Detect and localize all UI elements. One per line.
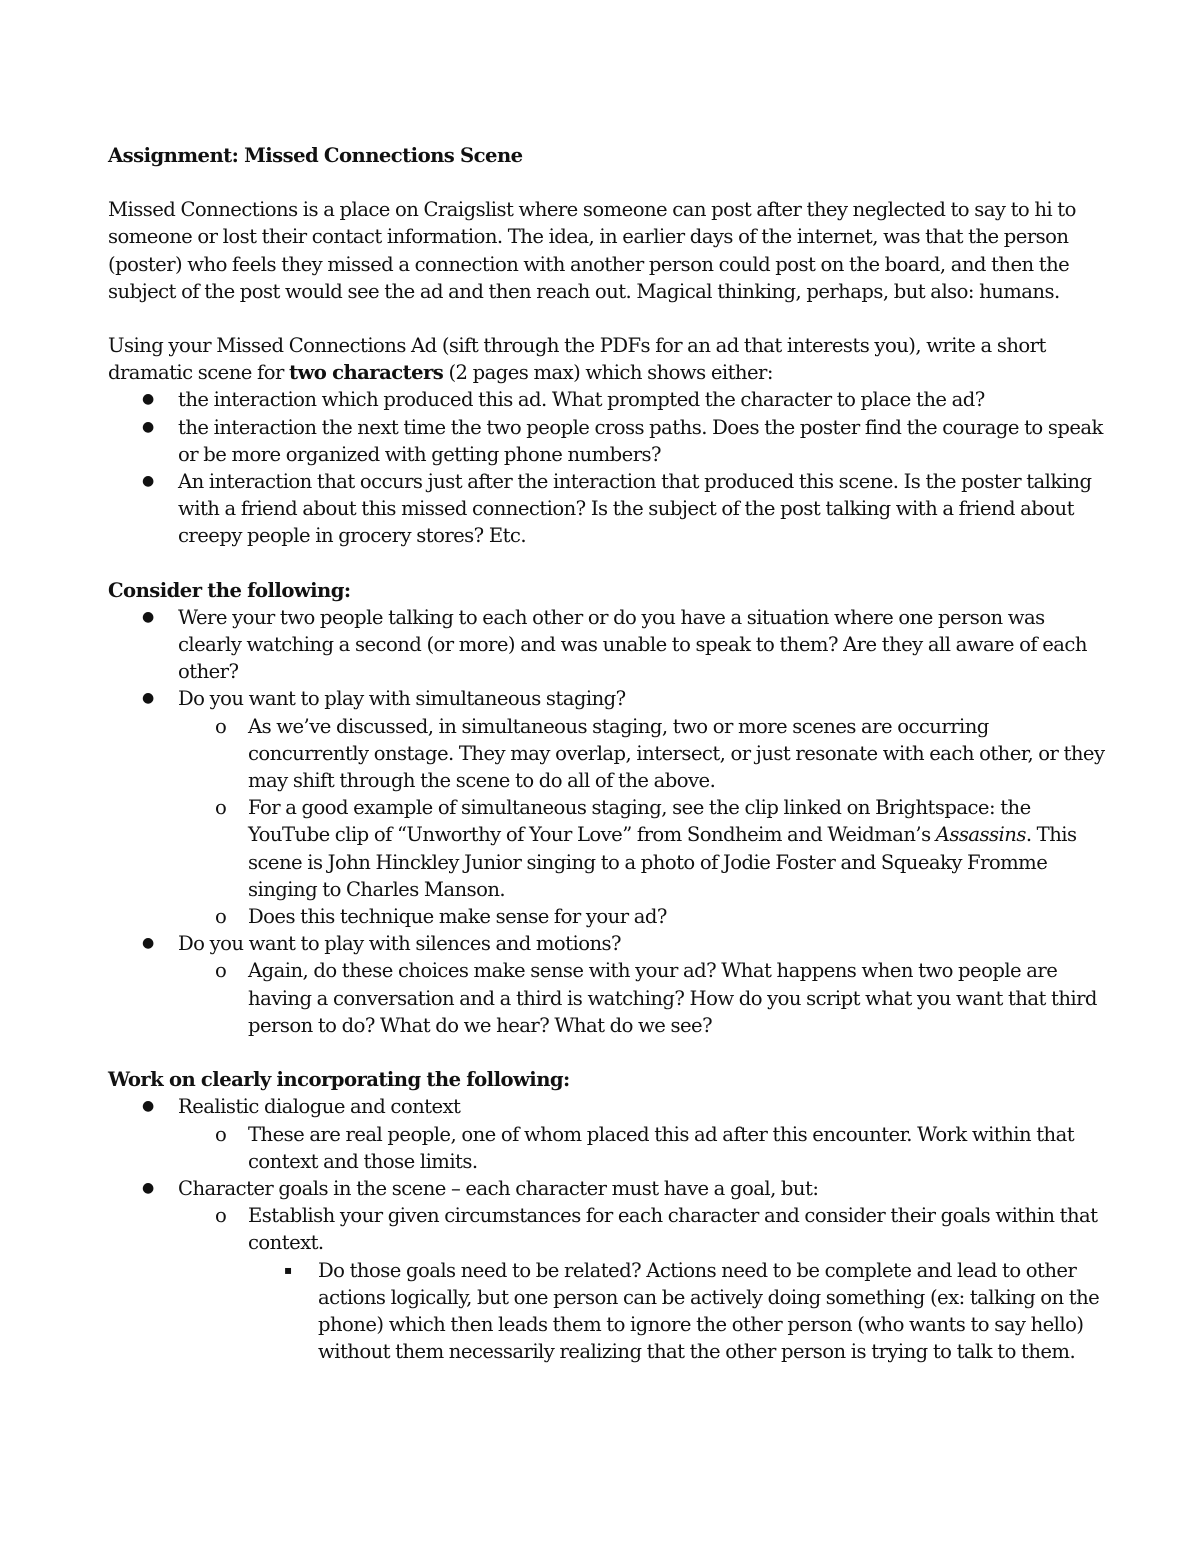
sub-list-item-text: Does this technique make sense for your ad? [248,905,667,929]
circle-bullet-icon: o [215,1122,227,1146]
list-item [108,604,1108,686]
circle-bullet-icon: o [215,796,227,820]
bullet-icon: ● [142,391,154,408]
sub-list-item [108,957,1108,1039]
list-item-text: Do you want to play with silences and motions? [178,932,621,956]
list-item-text: An interaction that occurs just after the interaction that produced this scene. Is the poster talking with a friend about this missed connection? Is the subject of the post talking with a friend about creepy people in grocery stores? Etc. [178,470,1092,548]
prompt-text-start: Using your Missed Connections Ad (sift through the PDFs for an ad that interests you), write a short dramatic scene for [108,334,1046,385]
list-item [108,685,1108,930]
list-item-text: the interaction which produced this ad. What prompted the character to place the ad? [178,388,985,412]
sub-list [178,713,1108,931]
prompt-options-list [108,386,1108,549]
bullet-icon: ● [142,935,154,952]
prompt-bold-text: two characters [288,361,444,385]
list-item-text: Character goals in the scene – each character must have a goal, but: [178,1176,819,1200]
list-item [108,1175,1108,1365]
sub-sub-list-item-text: Do those goals need to be related? Actions need to be complete and lead to other actions logically, but one person can be actively doing something (ex: talking on the phone) which then leads them to ignore the other person (who wants to say hello) without them necessarily realizing that the other person is trying to talk to them. [318,1258,1100,1364]
bullet-icon: ● [142,690,154,707]
work-list [108,1093,1108,1365]
list-item [108,930,1108,1039]
circle-bullet-icon: o [215,1204,227,1228]
circle-bullet-icon: o [215,714,227,738]
list-item [108,414,1108,468]
bullet-icon: ● [142,1098,154,1115]
sub-sub-list-item [108,1257,1108,1366]
sub-list-item-text-start: For a good example of simultaneous staging, see the clip linked on Brightspace: the YouTube clip of “Unworthy of Your Love” from Sondheim and Weidman’s [248,796,1031,847]
prompt-text-end: (2 pages max) which shows either: [443,361,773,385]
square-bullet-icon: ▪ [284,1262,292,1277]
musical-title: Assassins [935,823,1026,847]
sub-list [178,957,1108,1039]
bullet-icon: ● [142,1179,154,1196]
list-item [108,1093,1108,1175]
sub-list-item [108,1121,1108,1175]
intro-paragraph: Missed Connections is a place on Craigslist where someone can post after they neglected to say to hi to someone or lost their contact information. The idea, in earlier days of the internet, was that the person (poster) who feels they missed a connection with another person could post on the board, and then the subject of the post would see the ad and then reach out. Magical thinking, perhaps, but also: humans. [108,198,1076,303]
sub-list [178,1121,1108,1175]
prompt-paragraph [108,332,1108,386]
sub-list-item-text: Establish your given circumstances for each character and consider their goals within that context. [248,1204,1098,1255]
list-item-text: Do you want to play with simultaneous staging? [178,687,626,711]
document-page [108,142,1108,1365]
circle-bullet-icon: o [215,959,227,983]
sub-list-item-text: These are real people, one of whom placed this ad after this encounter. Work within that context and those limits. [248,1122,1075,1173]
list-item [108,468,1108,550]
bullet-icon: ● [142,473,154,490]
document-title: Assignment: Missed Connections Scene [108,144,523,167]
sub-list-item [108,713,1108,795]
list-item [108,386,1108,413]
sub-list-item-text: As we’ve discussed, in simultaneous staging, two or more scenes are occurring concurrently onstage. They may overlap, intersect, or just resonate with each other, or they may shift through the scene to do all of the above. [248,714,1105,793]
consider-list [108,604,1108,1039]
sub-list-item [108,903,1108,930]
bullet-icon: ● [142,608,154,625]
list-item-text: the interaction the next time the two people cross paths. Does the poster find the courage to speak or be more organized with getting phone numbers? [178,415,1103,466]
bullet-icon: ● [142,418,154,435]
sub-list-item [108,794,1108,903]
sub-list [178,1202,1108,1365]
list-item-text: Realistic dialogue and context [178,1095,461,1119]
sub-list-item-text: Again, do these choices make sense with your ad? What happens when two people are having a conversation and a third is watching? How do you script what you want that third person to do? What do we hear? What do we see? [248,959,1097,1037]
sub-list-item [108,1202,1108,1365]
sub-sub-list [248,1257,1108,1366]
work-heading: Work on clearly incorporating the following: [108,1068,570,1092]
consider-heading: Consider the following: [108,578,351,602]
list-item-text: Were your two people talking to each other or do you have a situation where one person was clearly watching a second (or more) and was unable to speak to them? Are they all aware of each other? [178,605,1087,684]
circle-bullet-icon: o [215,905,227,929]
sub-list-item-text-end: . This scene is John Hinckley Junior singing to a photo of Jodie Foster and Squeaky Fromme singing to Charles Manson. [248,823,1077,901]
